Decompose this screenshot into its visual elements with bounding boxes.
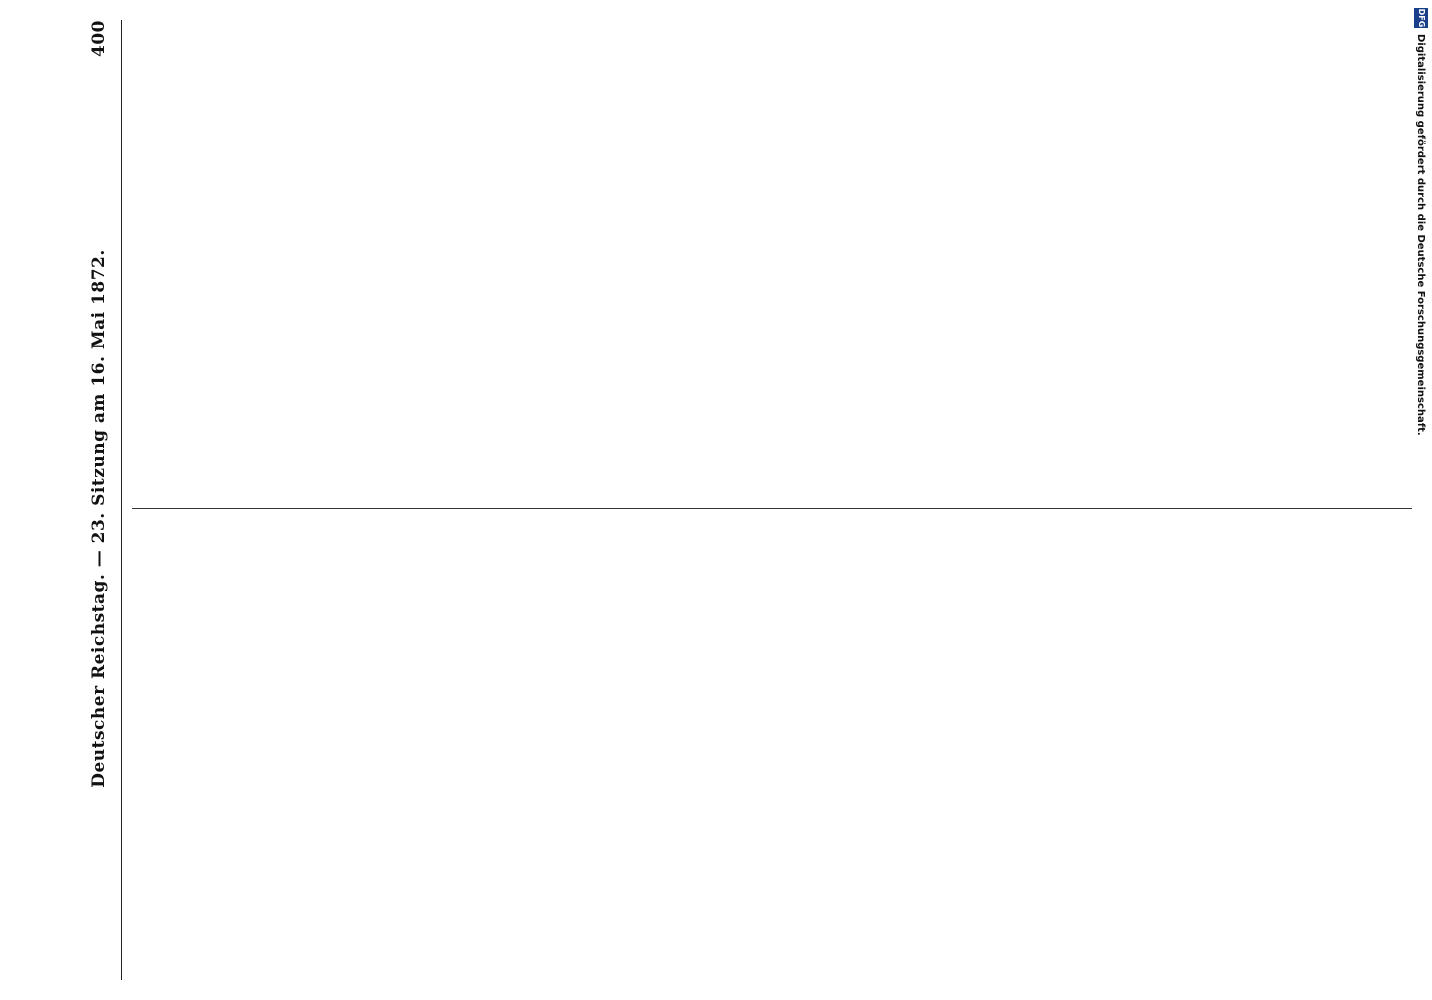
running-title: Deutscher Reichstag. — 23. Sitzung am 16. Mai 1872. (89, 249, 109, 788)
digitization-footer (1410, 0, 1432, 1000)
running-header (84, 20, 114, 980)
page-number: 400 (89, 20, 109, 57)
dfg-logo: DFG (1414, 8, 1428, 28)
header-rule (121, 20, 122, 980)
digitization-note: Digitalisierung gefördert durch die Deutsche Forschungsgemeinschaft. (1415, 34, 1427, 436)
column-divider (132, 508, 1412, 509)
